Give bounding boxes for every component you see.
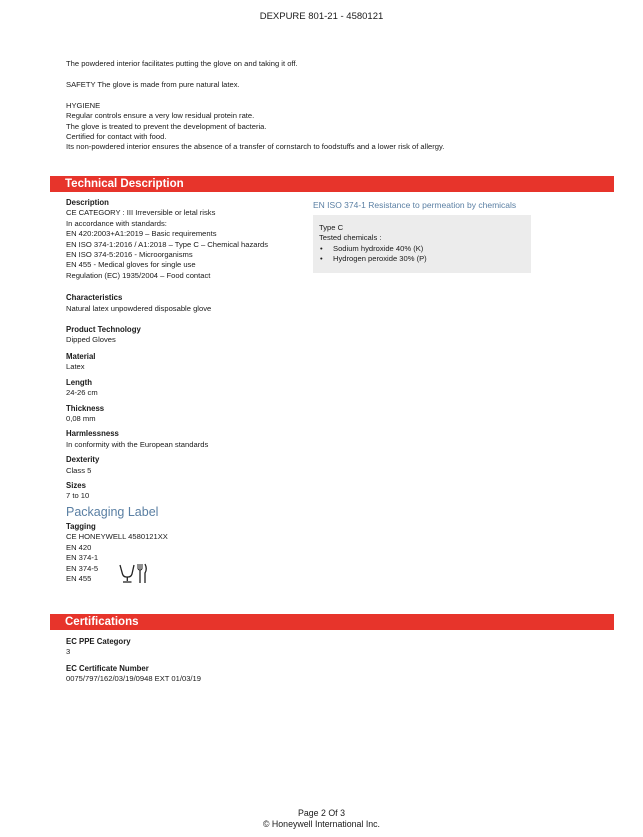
description-block [66,198,311,281]
material-block [66,352,311,373]
hygiene-line: Certified for contact with food. [66,132,167,142]
chemical-item: • Sodium hydroxide 40% (K) [319,244,531,254]
description-line: EN 420:2003+A1:2019 – Basic requirements [66,229,217,239]
harmlessness-label: Harmlessness [66,429,119,439]
packaging-label-title: Packaging Label [66,505,159,519]
description-label: Description [66,198,109,207]
characteristics-block [66,293,311,314]
page-number: Page 2 Of 3 [298,808,345,818]
thickness-block [66,404,311,425]
chemicals-list [319,244,531,265]
description-line: EN ISO 374-5:2016 - Microorganisms [66,250,193,260]
product-technology-block [66,325,311,346]
certificate-number-block [66,664,366,685]
hygiene-line: Regular controls ensure a very low residual protein rate. [66,111,255,121]
tagging-label: Tagging [66,522,96,531]
harmlessness-value: In conformity with the European standards [66,439,209,449]
certificate-number-label: EC Certificate Number [66,663,149,673]
description-line: EN 455 - Medical gloves for single use [66,260,196,270]
chemical-item: • Hydrogen peroxide 30% (P) [319,254,531,264]
ppe-category-block [66,637,366,658]
tagging-line: EN 374-5 [66,563,99,573]
description-line: Regulation (EC) 1935/2004 – Food contact [66,270,211,280]
food-safe-icon [118,562,148,584]
technical-description-heading: Technical Description [65,178,184,190]
ppe-category-label: EC PPE Category [66,637,131,646]
description-line: CE CATEGORY : III Irreversible or letal risks [66,208,216,218]
characteristics-label: Characteristics [66,293,123,303]
dexterity-block [66,455,311,476]
resistance-title: EN ISO 374-1 Resistance to permeation by chemicals [313,200,517,210]
description-line: In accordance with standards: [66,218,167,228]
characteristics-value: Natural latex unpowdered disposable glove [66,303,212,313]
material-value: Latex [66,362,85,372]
powder-text: The powdered interior facilitates putting the glove on and taking it off. [66,59,298,68]
description-line: EN ISO 374-1:2016 / A1:2018 – Type C – Chemical hazards [66,239,269,249]
document-title: DEXPURE 801-21 - 4580121 [259,11,384,22]
tagging-line: EN 374-1 [66,553,99,563]
technical-description-bar [50,176,614,192]
certifications-heading: Certifications [65,616,139,628]
copyright: © Honeywell International Inc. [263,819,380,829]
certifications-bar [50,614,614,630]
safety-text: SAFETY The glove is made from pure natural latex. [66,79,240,89]
certificate-number-value: 0075/797/162/03/19/0948 EXT 01/03/19 [66,674,201,684]
product-technology-label: Product Technology [66,325,141,335]
resistance-type: Type C [319,223,344,232]
sizes-value: 7 to 10 [66,491,90,501]
thickness-value: 0,08 mm [66,413,96,423]
hygiene-title: HYGIENE [66,100,101,110]
length-label: Length [66,377,92,387]
intro-section [66,59,606,153]
hygiene-line: The glove is treated to prevent the development of bacteria. [66,121,267,131]
tagging-line: CE HONEYWELL 4580121XX [66,532,168,542]
tagging-line: EN 455 [66,574,92,584]
hygiene-line: Its non-powdered interior ensures the absence of a transfer of cornstarch to foodstuffs and a lower risk of allergy. [66,142,445,152]
packaging-section [66,522,266,584]
sizes-label: Sizes [66,480,86,490]
harmlessness-block [66,429,311,450]
thickness-label: Thickness [66,403,105,413]
page-footer [0,808,643,830]
certifications-section [66,637,366,694]
tested-chemicals-label: Tested chemicals : [319,233,382,243]
length-block [66,378,311,399]
sizes-block [66,481,311,502]
resistance-box [313,215,531,273]
ppe-category-value: 3 [66,647,71,657]
length-value: 24-26 cm [66,388,98,398]
tagging-line: EN 420 [66,542,92,552]
product-technology-value: Dipped Gloves [66,335,116,345]
dexterity-value: Class 5 [66,465,92,475]
technical-details [66,198,311,502]
dexterity-label: Dexterity [66,455,100,465]
material-label: Material [66,351,96,361]
